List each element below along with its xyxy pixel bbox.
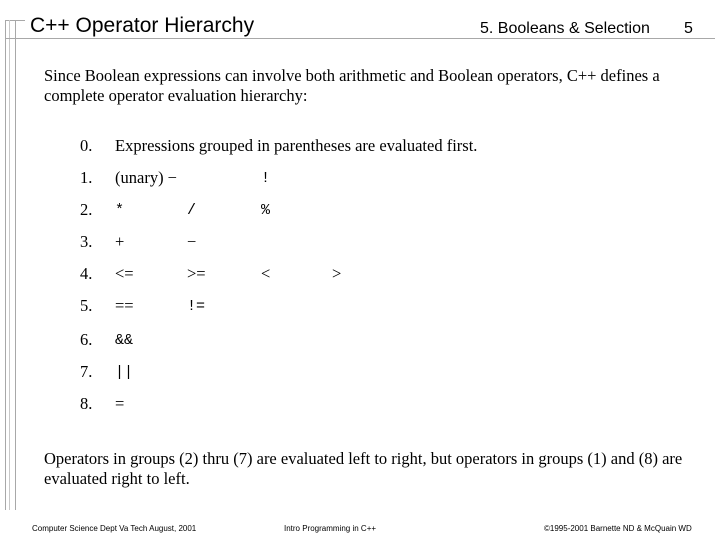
operator: + (115, 232, 125, 251)
hierarchy-number: 7. (80, 362, 93, 381)
operator: >= (187, 264, 206, 283)
hierarchy-number: 1. (80, 168, 93, 187)
header-divider (5, 38, 715, 39)
frame-left-border (5, 20, 16, 510)
footer-center: Intro Programming in C++ (284, 524, 377, 533)
operator: / (187, 202, 197, 219)
hierarchy-number: 2. (80, 200, 93, 219)
footer-right: ©1995-2001 Barnette ND & McQuain WD (544, 524, 692, 533)
hierarchy-text: Expressions grouped in parentheses are evaluated first. (115, 136, 478, 155)
operator: <= (115, 264, 134, 283)
hierarchy-number: 0. (80, 136, 93, 155)
footer-left: Computer Science Dept Va Tech August, 2001 (32, 524, 197, 533)
slide-title: C++ Operator Hierarchy (30, 14, 255, 37)
operator: == (115, 296, 134, 315)
operator: < (261, 264, 271, 283)
hierarchy-number: 5. (80, 296, 93, 315)
operator: != (187, 298, 206, 315)
operator: && (115, 332, 134, 349)
section-label: 5. Booleans & Selection (480, 20, 650, 37)
operator: > (332, 264, 342, 283)
hierarchy-number: 6. (80, 330, 93, 349)
intro-paragraph: Since Boolean expressions can involve both arithmetic and Boolean operators, C++ defines a complete operator evaluation hierarchy: (44, 66, 660, 105)
operator: * (115, 202, 125, 219)
operator: (unary) − (115, 168, 177, 187)
operator: ! (261, 170, 271, 187)
hierarchy-number: 4. (80, 264, 93, 283)
frame-left-inner-border (9, 20, 10, 510)
outro-paragraph: Operators in groups (2) thru (7) are evaluated left to right, but operators in groups (1) and (8) are evaluated right to left. (44, 449, 683, 488)
hierarchy-number: 8. (80, 394, 93, 413)
hierarchy-number: 3. (80, 232, 93, 251)
page-number: 5 (684, 20, 693, 37)
operator: || (115, 364, 134, 381)
operator: − (187, 232, 197, 251)
operator: % (261, 202, 271, 219)
operator: = (115, 394, 125, 413)
